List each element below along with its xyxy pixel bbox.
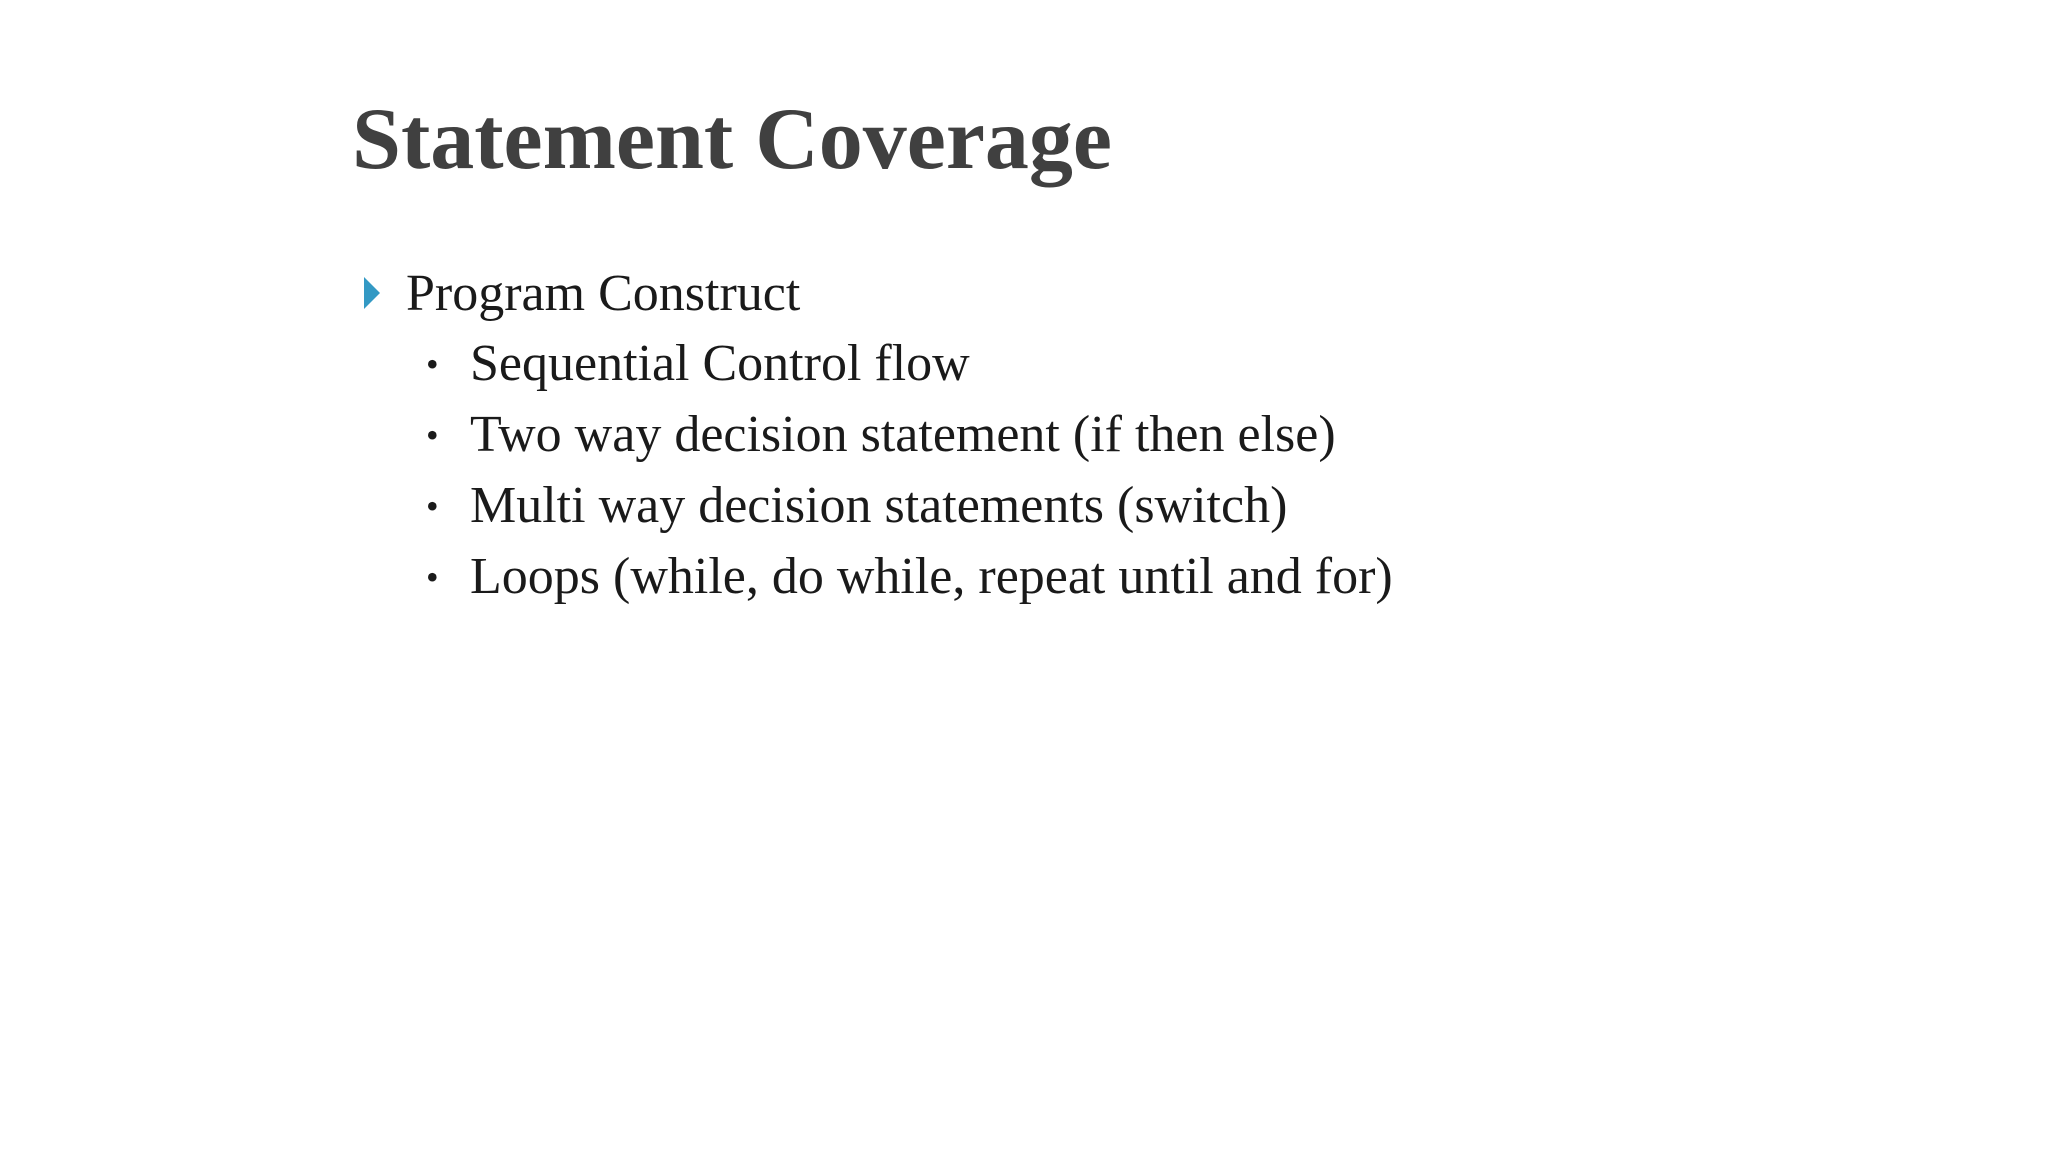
main-bullet xyxy=(364,258,1964,328)
sub-bullet-item xyxy=(364,541,1964,612)
sub-bullet-label: Loops (while, do while, repeat until and for) xyxy=(470,548,1393,605)
sub-bullet-label: Sequential Control flow xyxy=(470,335,970,392)
slide-content xyxy=(364,258,1964,612)
bullet-dot-icon: • xyxy=(426,343,439,384)
sub-bullet-list xyxy=(364,328,1964,612)
sub-bullet-item xyxy=(364,328,1964,399)
bullet-dot-icon: • xyxy=(426,414,439,455)
sub-bullet-label: Two way decision statement (if then else) xyxy=(470,406,1336,463)
main-bullet-label: Program Construct xyxy=(406,264,801,322)
slide-title: Statement Coverage xyxy=(352,91,1112,188)
bullet-dot-icon: • xyxy=(426,556,439,597)
sub-bullet-item xyxy=(364,470,1964,541)
triangle-right-icon xyxy=(364,258,406,328)
sub-bullet-label: Multi way decision statements (switch) xyxy=(470,477,1288,534)
sub-bullet-item xyxy=(364,399,1964,470)
bullet-dot-icon: • xyxy=(426,485,439,526)
